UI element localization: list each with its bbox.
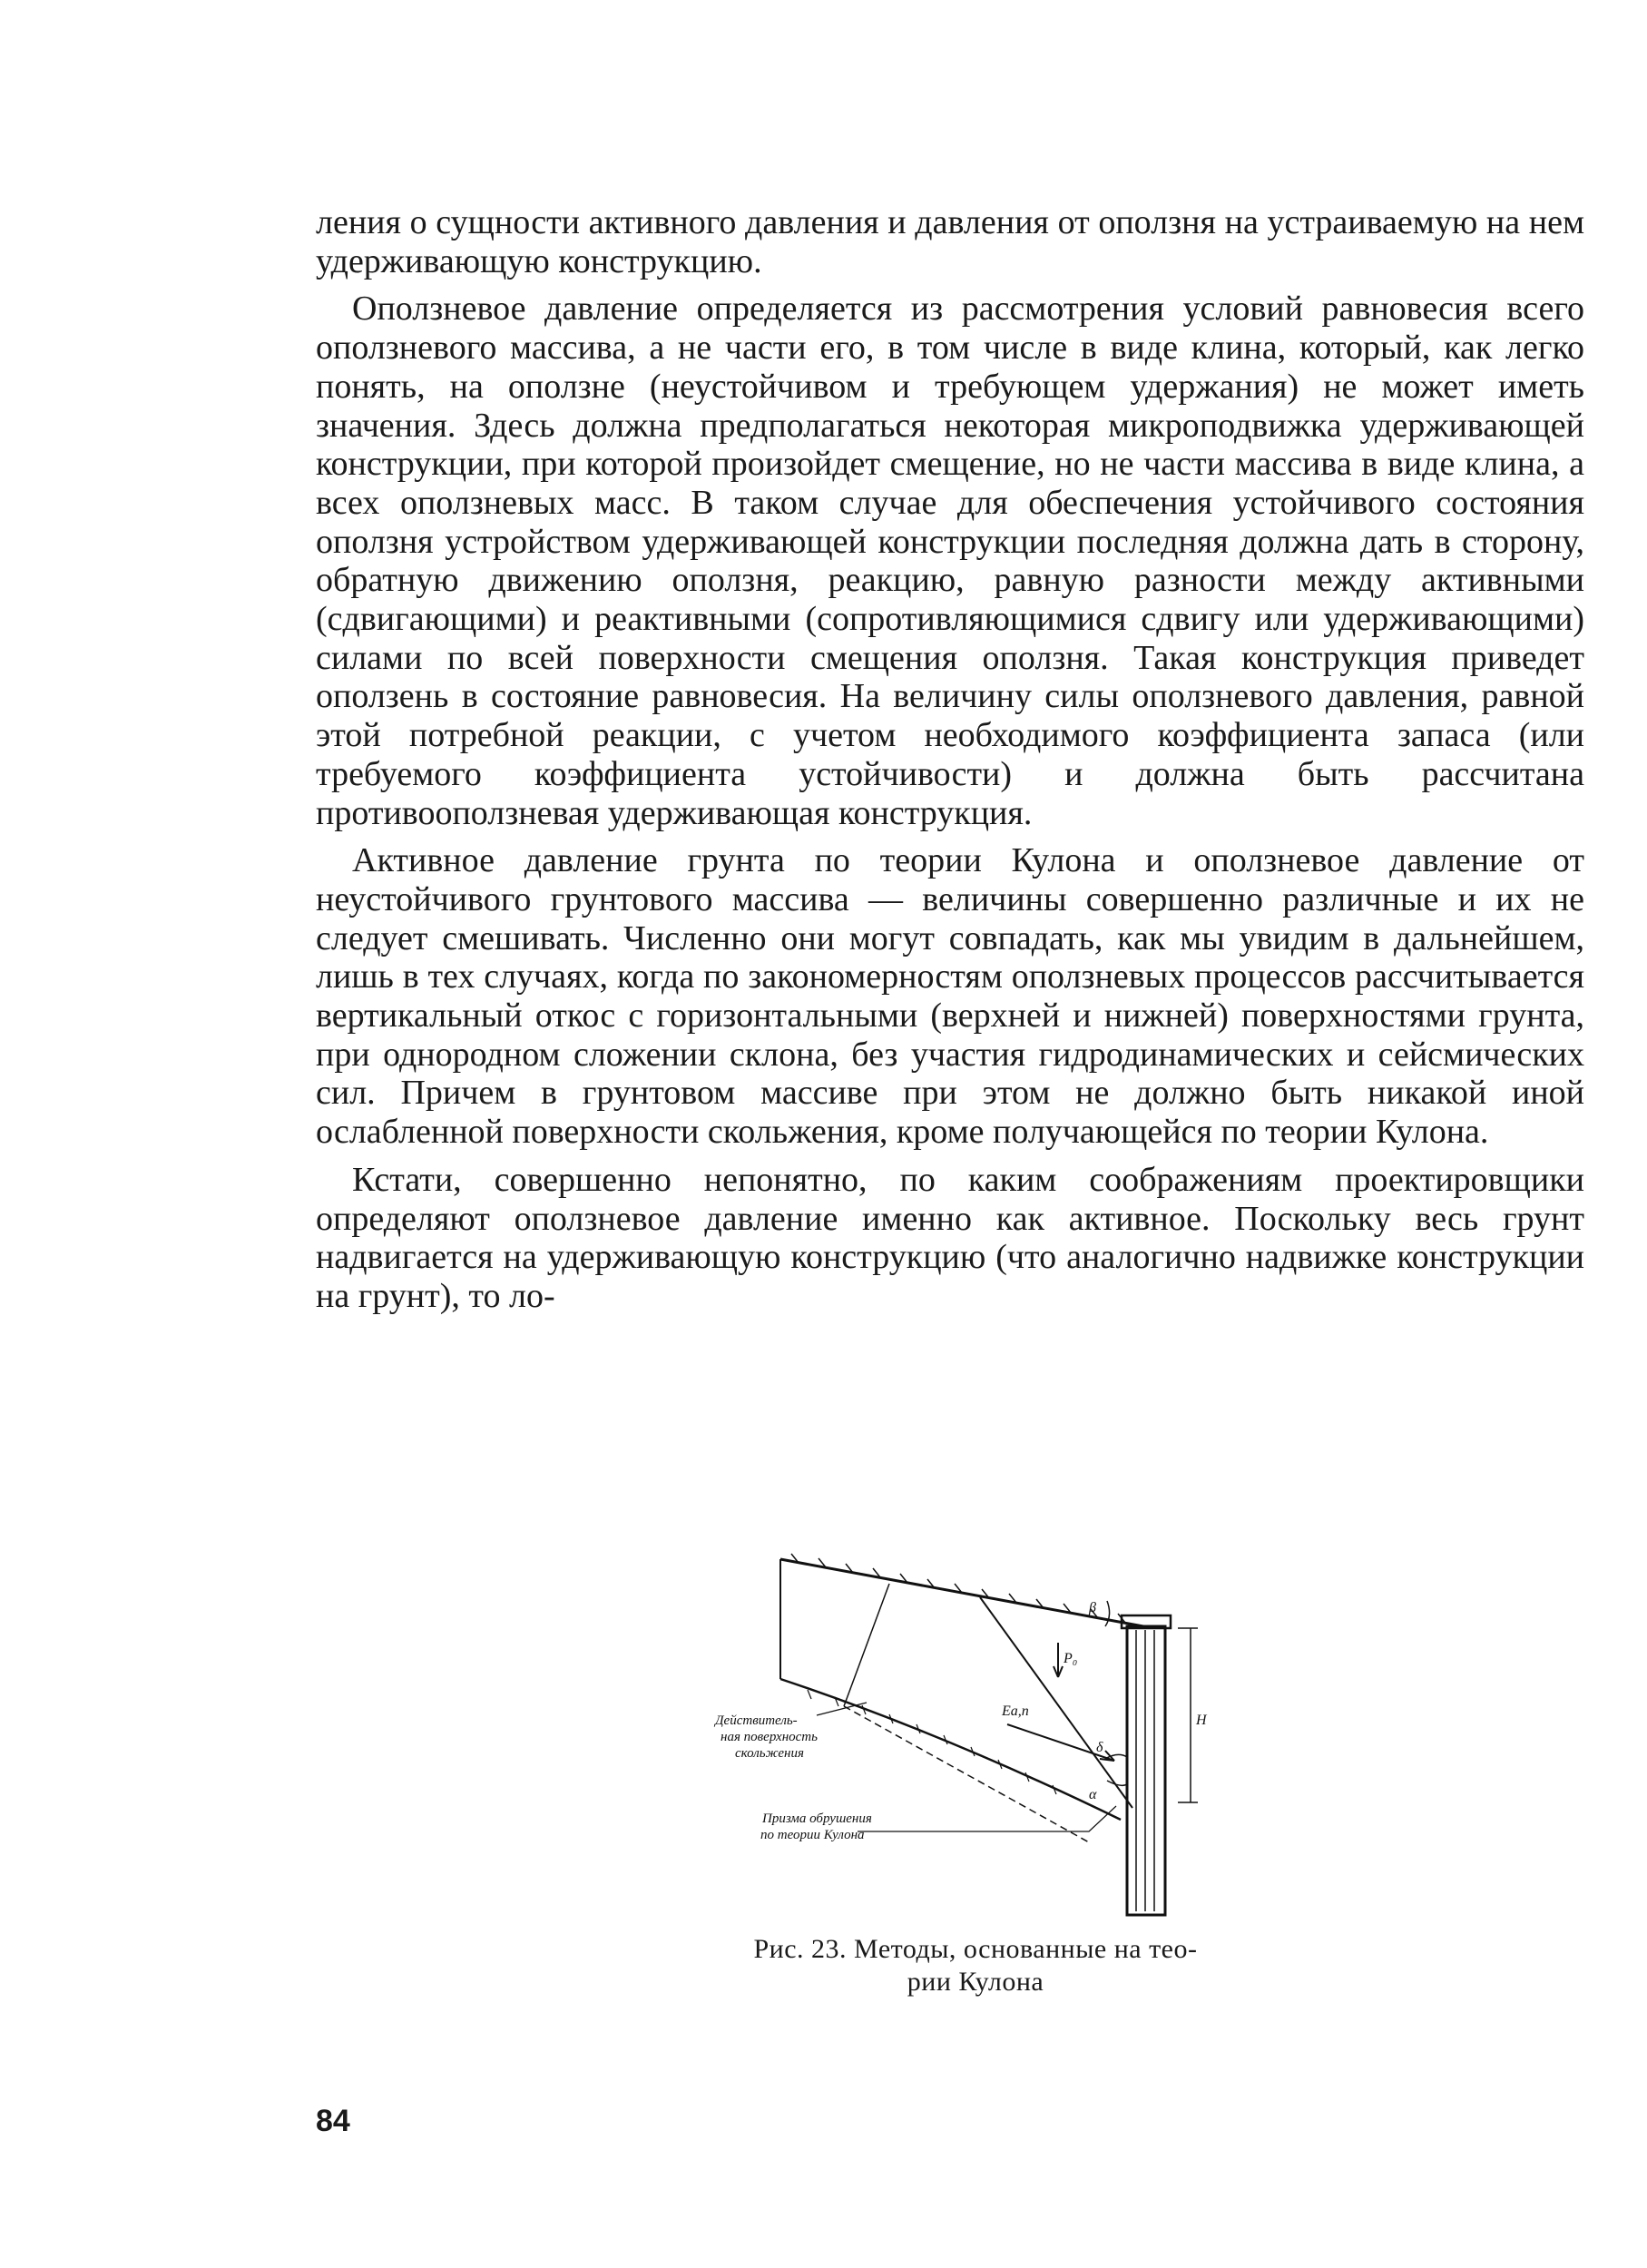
- label-actual-surface-3: скольжения: [735, 1746, 804, 1761]
- leader-prism: [858, 1806, 1116, 1831]
- height-dimension: [1178, 1628, 1198, 1802]
- symbol-alpha: α: [1089, 1787, 1097, 1802]
- prism-inner-line: [844, 1706, 1089, 1842]
- prism-parallel-line: [844, 1584, 889, 1706]
- paragraph-3: Активное давление грунта по теории Кулона и оползневое давление от неустойчивого грунтового массива — величины совершенно различные и их не следует смешивать. Численно они могут совпадать, как мы увидим в дальнейшем, лишь в тех случаях, когда по закономерностям оползневых процессов рассчитывается вертикальный откос с горизонтальными (верхней и нижней) поверхностями грунта, при однородном сложении склона, без участия гидродинамических и сейсмических сил. Причем в грунтовом массиве при этом не должно быть никакой иной ослабленной поверхности скольжения, кроме получающейся по теории Кулона.: [316, 841, 1584, 1152]
- angle-beta-arc: [1105, 1601, 1110, 1626]
- figure-caption: [653, 1933, 1298, 1998]
- paragraph-1: ления о сущности активного давления и давления от оползня на устраиваемую на нем удерживающую конструкцию.: [316, 203, 1584, 280]
- label-prism-2: по теории Кулона: [760, 1828, 865, 1842]
- figure-23: [708, 1543, 1316, 1924]
- leader-actual-surface: [817, 1703, 867, 1715]
- paragraph-4: Кстати, совершенно непонятно, по каким соображениям проектировщики определяют оползневое давление именно как активное. Поскольку весь грунт надвигается на удерживающую конструкцию (что аналогично надвижке конструкции на грунт), то ло-: [316, 1160, 1584, 1315]
- paragraph-2: Оползневое давление определяется из рассмотрения условий равновесия всего оползневого массива, а не части его, в том числе в виде клина, который, как легко понять, на оползне (неустойчивом и требующем удержания) не может иметь значения. Здесь должна предполагаться некоторая микроподвижка удерживающей конструкции, при которой произойдет смещение, но не части массива в виде клина, а всех оползневых масс. В таком случае для обеспечения устойчивого состояния оползня устройством удерживающей конструкции последняя должна дать в сторону, обратную движению оползня, реакцию, равную разности между активными (сдвигающими) и реактивными (сопротивляющимися сдвигу или удерживающими) силами по всей поверхности смещения оползня. Такая конструкция приведет оползень в состояние равновесия. На величину силы оползневого давления, равной этой потребной реакции, с учетом необходимого коэффициента запаса (или требуемого коэффициента устойчивости) и должна быть рассчитана противооползневая удерживающая конструкция.: [316, 290, 1584, 832]
- symbol-beta: β: [1089, 1600, 1096, 1615]
- figure-labels: [713, 1600, 1208, 1842]
- angle-alpha-arc: [1107, 1781, 1127, 1785]
- body-text: [316, 203, 1584, 1325]
- symbol-height: H: [1196, 1713, 1207, 1728]
- page-number: 84: [316, 2104, 350, 2138]
- retaining-wall: [1127, 1626, 1165, 1915]
- caption-line-1: Рис. 23. Методы, основанные на тео-: [753, 1934, 1198, 1964]
- symbol-delta: δ: [1096, 1740, 1103, 1755]
- symbol-load: P₀: [1064, 1651, 1078, 1666]
- actual-sliding-surface: [780, 1679, 1121, 1820]
- label-prism-1: Призма обрушения: [762, 1811, 872, 1826]
- wall-inner-lines: [1136, 1630, 1154, 1911]
- coulomb-diagram: [708, 1543, 1316, 1924]
- caption-line-2: рии Кулона: [907, 1967, 1044, 1997]
- symbol-force: Eа,п: [1002, 1703, 1029, 1719]
- label-actual-surface-2: ная поверхность: [721, 1730, 818, 1744]
- label-actual-surface-1: Действитель-: [715, 1713, 798, 1728]
- coulomb-prism-plane: [980, 1597, 1132, 1808]
